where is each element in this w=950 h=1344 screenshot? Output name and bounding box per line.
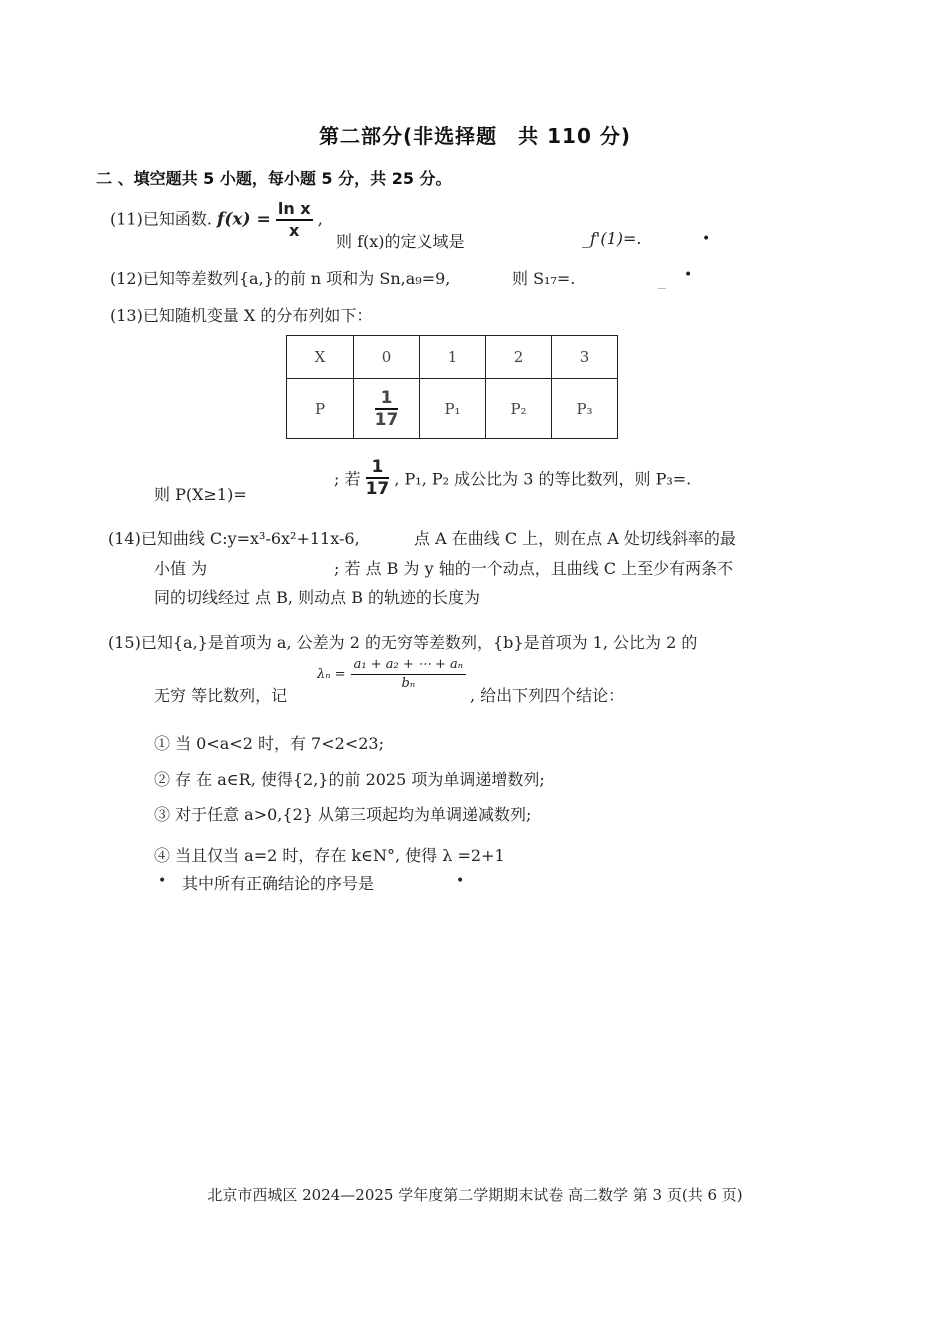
table-cell: P: [287, 379, 354, 439]
table-cell: P₃: [552, 379, 618, 439]
q14-line1b: 点 A 在曲线 C 上，则在点 A 处切线斜率的最: [414, 529, 736, 548]
q15-lambda-fraction: [351, 656, 466, 693]
question-11: [110, 199, 323, 241]
q12-then: 则 S₁₇=.: [512, 269, 576, 288]
q15-item-4: ④ 当且仅当 a=2 时，存在 k∈N°, 使得 λ =2+1: [154, 846, 505, 865]
q15-lambda: λₙ =: [317, 667, 346, 682]
question-14: (14)已知曲线 C:y=x³-6x²+11x-6,: [108, 529, 360, 548]
q11-function-name: f(x) =: [217, 209, 271, 230]
q15-final-dot: •: [456, 873, 465, 889]
table-cell: 0: [354, 336, 420, 379]
q13-line-b-group: [334, 457, 691, 499]
q12-dot: •: [684, 267, 693, 283]
q15-lam-den: bₙ: [401, 676, 416, 691]
q12-blank: _: [658, 270, 666, 289]
table-row: [287, 336, 618, 379]
table-cell: 3: [552, 336, 618, 379]
q15-final-text: 其中所有正确结论的序号是: [182, 874, 375, 893]
table-cell: [354, 379, 420, 439]
q14-line2b: ; 若 点 B 为 y 轴的一个动点，且曲线 C 上至少有两条不: [334, 559, 734, 578]
table-fraction: [375, 388, 399, 430]
q11-middle: 则 f(x)的定义域是: [336, 232, 465, 251]
q13-line-a: 则 P(X≥1)=: [154, 485, 247, 504]
q15-final-bullet: •: [158, 873, 167, 889]
q15-line2a: 无穷 等比数列，记: [154, 686, 288, 705]
q11-frac-den: x: [289, 221, 300, 240]
q11-prefix: (11)已知函数.: [110, 209, 212, 229]
q15-line2b: , 给出下列四个结论：: [470, 686, 625, 705]
question-12: (12)已知等差数列{a,}的前 n 项和为 Sn,a₉=9,: [110, 269, 451, 288]
q11-dot: •: [702, 231, 711, 247]
q11-after: _f'(1)=.: [582, 229, 642, 248]
question-15: (15)已知{a,}是首项为 a, 公差为 2 的无穷等差数列，{b}是首项为 1, 公比为 2 的: [108, 633, 698, 652]
distribution-table: [286, 335, 618, 439]
table-cell: P₂: [486, 379, 552, 439]
q15-lambda-group: [317, 656, 466, 693]
page-title: 第二部分(非选择题 共 110 分): [319, 124, 631, 148]
table-cell: P₁: [420, 379, 486, 439]
page-footer: 北京市西城区 2024—2025 学年度第二学期期末试卷 高二数学 第 3 页(共 6 页): [207, 1186, 743, 1204]
q15-item-1: ① 当 0<a<2 时，有 7<2<23;: [154, 734, 384, 753]
q15-item-3: ③ 对于任意 a>0,{2} 从第三项起均为单调递减数列;: [154, 805, 532, 824]
section-heading: 二 、填空题共 5 小题，每小题 5 分，共 25 分。: [96, 169, 452, 188]
q15-item-2: ② 存 在 a∈R, 使得{2,}的前 2025 项为单调递增数列;: [154, 770, 545, 789]
q15-lam-num: a₁ + a₂ + ⋯ + aₙ: [351, 656, 466, 675]
q13-line-c: , P₁, P₂ 成公比为 3 的等比数列，则 P₃=.: [394, 469, 692, 489]
table-frac-num: 1: [375, 388, 399, 410]
q14-line3: 同的切线经过 点 B, 则动点 B 的轨迹的长度为: [154, 588, 481, 607]
table-frac-den: 17: [374, 409, 399, 430]
table-cell: X: [287, 336, 354, 379]
q11-fraction: [276, 199, 313, 241]
table-cell: 1: [420, 336, 486, 379]
table-cell: 2: [486, 336, 552, 379]
q13-frac-num: 1: [366, 457, 390, 479]
question-13: (13)已知随机变量 X 的分布列如下：: [110, 306, 373, 325]
table-row: [287, 379, 618, 439]
q11-frac-num: ln x: [276, 199, 313, 221]
q11-comma: ,: [317, 209, 323, 229]
q13-line-b: ; 若: [334, 469, 361, 489]
q13-frac-den: 17: [365, 479, 390, 499]
q14-line2a: 小值 为: [154, 559, 208, 578]
q13-fraction: [366, 457, 390, 499]
